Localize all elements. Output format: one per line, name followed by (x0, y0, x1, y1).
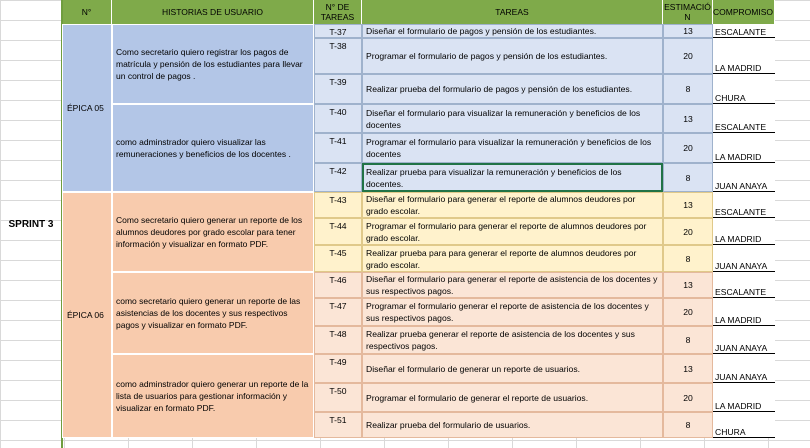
task-description[interactable]: Realizar prueba del formulario de usuarios. (362, 412, 663, 438)
task-code[interactable]: T-39 (314, 74, 362, 104)
task-code[interactable]: T-51 (314, 412, 362, 438)
task-commitment[interactable]: ESCALANTE (713, 272, 775, 298)
task-description[interactable]: Diseñar el formulario de pagos y pensión de los estudiantes. (362, 24, 663, 38)
task-commitment[interactable]: CHURA (713, 412, 775, 438)
task-estimation[interactable]: 20 (663, 38, 713, 74)
task-commitment[interactable]: LA MADRID (713, 38, 775, 74)
task-code[interactable]: T-46 (314, 272, 362, 298)
task-description[interactable]: Programar el formulario para generar el reporte de alumnos deudores por grado escolar. (362, 218, 663, 245)
header-estimation[interactable]: ESTIMACIÓN (663, 0, 713, 24)
header-task-count[interactable]: N° DE TAREAS (314, 0, 362, 24)
task-description[interactable]: Programar el formulario para visualizar la remuneración y beneficios de los docentes (362, 133, 663, 163)
task-estimation[interactable]: 13 (663, 24, 713, 38)
task-description[interactable]: Programar el formulario de pagos y pensión de los estudiantes. (362, 38, 663, 74)
task-commitment[interactable]: LA MADRID (713, 218, 775, 245)
task-commitment[interactable]: LA MADRID (713, 298, 775, 326)
task-code[interactable]: T-38 (314, 38, 362, 74)
task-code[interactable]: T-47 (314, 298, 362, 326)
sprint-label[interactable]: SPRINT 3 (8, 219, 54, 230)
task-commitment[interactable]: CHURA (713, 74, 775, 104)
task-code[interactable]: T-42 (314, 163, 362, 192)
task-commitment[interactable]: LA MADRID (713, 133, 775, 163)
task-commitment[interactable]: ESCALANTE (713, 192, 775, 218)
story-2[interactable]: como adminstrador quiero visualizar las remuneraciones y beneficios de los docentes . (112, 104, 314, 192)
task-code[interactable]: T-50 (314, 383, 362, 412)
epic-05-cell[interactable]: ÉPICA 05 (62, 24, 112, 192)
task-code[interactable]: T-40 (314, 104, 362, 133)
story-4[interactable]: como secretario quiero generar un reporte de las asistencias de los docentes y sus respectivos pagos y visualizar en formato PDF. (112, 272, 314, 354)
task-estimation[interactable]: 20 (663, 218, 713, 245)
task-estimation[interactable]: 13 (663, 272, 713, 298)
task-code[interactable]: T-49 (314, 354, 362, 383)
task-code[interactable]: T-44 (314, 218, 362, 245)
task-code[interactable]: T-41 (314, 133, 362, 163)
task-code[interactable]: T-37 (314, 24, 362, 38)
header-stories[interactable]: HISTORIAS DE USUARIO (112, 0, 314, 24)
task-estimation[interactable]: 20 (663, 298, 713, 326)
task-estimation[interactable]: 13 (663, 104, 713, 133)
task-commitment[interactable]: JUAN ANAYA (713, 354, 775, 383)
task-estimation[interactable]: 8 (663, 412, 713, 438)
story-1[interactable]: Como secretario quiero registrar los pagos de matrícula y pensión de los estudiantes para llevar un control de pagos . (112, 24, 314, 104)
task-description[interactable]: Realizar prueba para visualizar la remuneración y beneficios de los docentes. (362, 163, 663, 192)
task-description[interactable]: Programar el formulario generar el reporte de asistencia de los docentes y sus respectivos pagos. (362, 298, 663, 326)
task-description[interactable]: Realizar prueba del formulario de pagos y pensión de los estudiantes. (362, 74, 663, 104)
task-description[interactable]: Programar el formulario de generar el reporte de usuarios. (362, 383, 663, 412)
task-description[interactable]: Realizar prueba generar el reporte de asistencia de los docentes y sus respectivos pagos. (362, 326, 663, 354)
task-commitment[interactable]: LA MADRID (713, 383, 775, 412)
task-estimation[interactable]: 8 (663, 74, 713, 104)
task-code[interactable]: T-48 (314, 326, 362, 354)
task-estimation[interactable]: 20 (663, 383, 713, 412)
task-description[interactable]: Diseñar el formulario de generar un reporte de usuarios. (362, 354, 663, 383)
epic-06-cell[interactable]: ÉPICA 06 (62, 192, 112, 438)
story-5[interactable]: como adminstrador quiero generar un reporte de la lista de usuarios para gestionar información y visualizar en formato PDF. (112, 354, 314, 438)
task-estimation[interactable]: 13 (663, 192, 713, 218)
task-description[interactable]: Diseñar el formulario para generar el reporte de alumnos deudores por grado escolar. (362, 192, 663, 218)
task-commitment[interactable]: JUAN ANAYA (713, 245, 775, 272)
task-estimation[interactable]: 13 (663, 354, 713, 383)
header-tasks[interactable]: TAREAS (362, 0, 663, 24)
task-commitment[interactable]: ESCALANTE (713, 24, 775, 38)
task-code[interactable]: T-43 (314, 192, 362, 218)
task-estimation[interactable]: 8 (663, 326, 713, 354)
task-description[interactable]: Diseñar el formulario para generar el reporte de asistencia de los docentes y sus respectivos pagos. (362, 272, 663, 298)
header-num[interactable]: N° (62, 0, 112, 24)
task-description[interactable]: Realizar prueba para para generar el reporte de alumnos deudores por grado escolar. (362, 245, 663, 272)
task-commitment[interactable]: JUAN ANAYA (713, 326, 775, 354)
task-estimation[interactable]: 20 (663, 133, 713, 163)
task-code[interactable]: T-45 (314, 245, 362, 272)
story-3[interactable]: Como secretario quiero generar un reporte de los alumnos deudores por grado escolar para tener información y visualizar en formato PDF. (112, 192, 314, 272)
task-estimation[interactable]: 8 (663, 163, 713, 192)
task-estimation[interactable]: 8 (663, 245, 713, 272)
task-commitment[interactable]: JUAN ANAYA (713, 163, 775, 192)
header-commitment[interactable]: COMPROMISO (713, 0, 775, 24)
task-description[interactable]: Diseñar el formulario para visualizar la remuneración y beneficios de los docentes (362, 104, 663, 133)
task-commitment[interactable]: ESCALANTE (713, 104, 775, 133)
